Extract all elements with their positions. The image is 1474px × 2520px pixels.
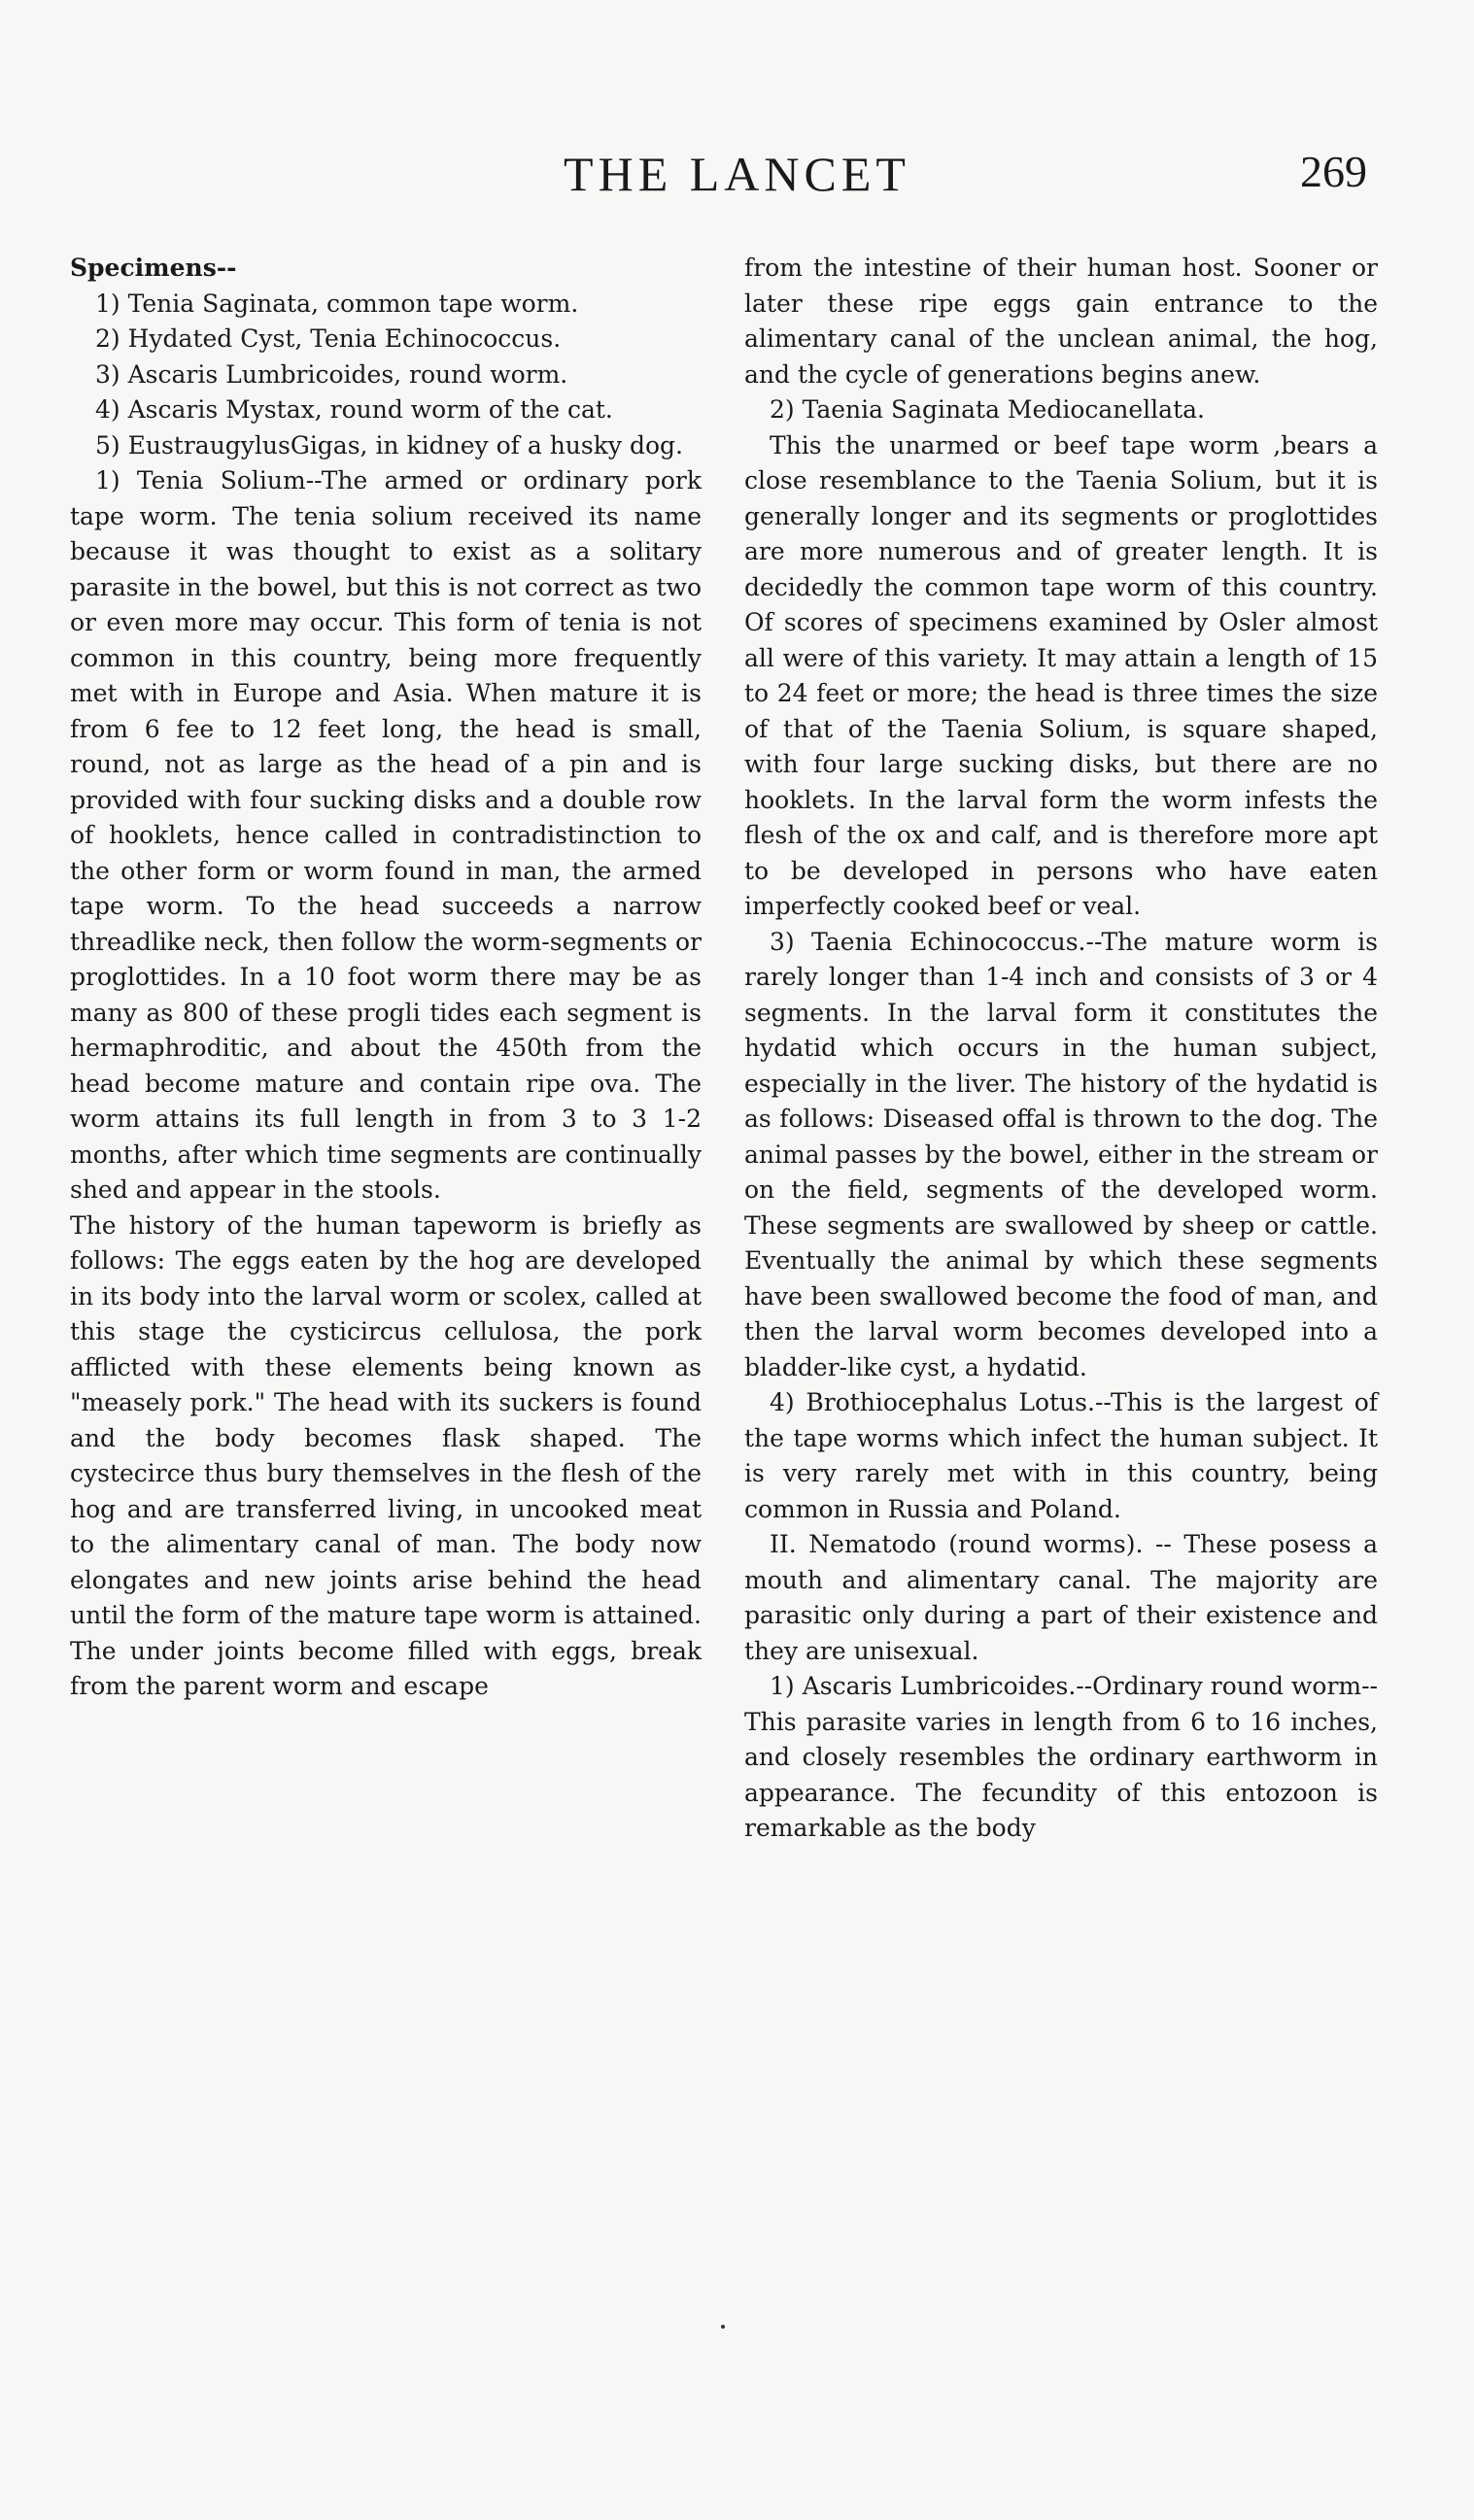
paragraph: 4) Brothiocephalus Lotus.--This is the largest of the tape worms which infect the human subject. It is very rarely met with in this country, being common in Russia and Poland.: [744, 1388, 1378, 1523]
paragraph: II. Nematodo (round worms). -- These posess a mouth and alimentary canal. The majority are parasitic only during a part of their existence and they are unisexual.: [744, 1530, 1378, 1665]
paragraph: 5) EustraugylusGigas, in kidney of a husky dog.: [95, 430, 683, 460]
left-column: [70, 251, 702, 1705]
paragraph: The history of the human tapeworm is briefly as follows: The eggs eaten by the hog are developed in its body into the larval worm or scolex, called at this stage the cysticircus cellulosa, the pork afflicted with these elements being known as "measely pork." The head with its suckers is found and the body becomes flask shaped. The cystecirce thus bury themselves in the flesh of the hog and are transferred living, in uncooked meat to the alimentary canal of man. The body now elongates and new joints arise behind the head until the form of the mature tape worm is attained. The under joints become filled with eggs, break from the parent worm and escape: [70, 1210, 702, 1700]
page-header: [0, 146, 1474, 214]
paragraph: 1) Tenia Saginata, common tape worm.: [95, 289, 579, 318]
paragraph: from the intestine of their human host. Sooner or later these ripe eggs gain entrance to the alimentary canal of the unclean animal, the hog, and the cycle of generations begins anew.: [744, 254, 1378, 389]
running-title: THE LANCET: [564, 147, 910, 201]
paragraph: This the unarmed or beef tape worm ,bears a close resemblance to the Taenia Solium, but it is generally longer and its segments or proglottides are more numerous and of greater length. It is decidedly the common tape worm of this country. Of scores of specimens examined by Osler almost all were of this variety. It may attain a length of 15 to 24 feet or more; the head is three times the size of that of the Taenia Solium, is square shaped, with four large sucking disks, but there are no hooklets. In the larval form the worm infests the flesh of the ox and calf, and is therefore more apt to be developed in persons who have eaten imperfectly cooked beef or veal.: [744, 430, 1378, 920]
paragraph: 1) Tenia Solium--The armed or ordinary pork tape worm. The tenia solium received its name because it was thought to exist as a solitary parasite in the bowel, but this is not correct as two or even more may occur. This form of tenia is not common in this country, being more frequently met with in Europe and Asia. When mature it is from 6 fee to 12 feet long, the head is small, round, not as large as the head of a pin and is provided with four sucking disks and a double row of hooklets, hence called in contradistinction to the other form or worm found in man, the armed tape worm. To the head succeeds a narrow threadlike neck, then follow the worm-segments or proglottides. In a 10 foot worm there may be as many as 800 of these progli tides each segment is hermaphroditic, and about the 450th from the head become mature and contain ripe ova. The worm attains its full length in from 3 to 3 1-2 months, after which time segments are continually shed and appear in the stools.: [70, 466, 702, 1204]
page-number: 269: [1300, 147, 1367, 196]
paragraph: 2) Hydated Cyst, Tenia Echinococcus.: [95, 324, 562, 353]
paragraph: 4) Ascaris Mystax, round worm of the cat.: [95, 395, 613, 424]
paragraph: 2) Taenia Saginata Mediocanellata.: [770, 395, 1205, 424]
paragraph: 3) Taenia Echinococcus.--The mature worm is rarely longer than 1-4 inch and consists of 3 or 4 segments. In the larval form it constitutes the hydatid which occurs in the human subject, especially in the liver. The history of the hydatid is as follows: Diseased offal is thrown to the dog. The animal passes by the bowel, either in the stream or on the field, segments of the developed worm. These segments are swallowed by sheep or cattle. Eventually the animal by which these segments have been swallowed become the food of man, and then the larval worm becomes developed into a bladder-like cyst, a hydatid.: [744, 927, 1378, 1381]
print-speck: [721, 2325, 725, 2329]
paragraph: 1) Ascaris Lumbricoides.--Ordinary round worm--This parasite varies in length from 6 to 16 inches, and closely resembles the ordinary earthworm in appearance. The fecundity of this entozoon is remarkable as the body: [744, 1672, 1378, 1842]
section-heading: Specimens--: [70, 254, 237, 282]
paragraph: 3) Ascaris Lumbricoides, round worm.: [95, 359, 568, 389]
right-column: [744, 251, 1378, 1847]
